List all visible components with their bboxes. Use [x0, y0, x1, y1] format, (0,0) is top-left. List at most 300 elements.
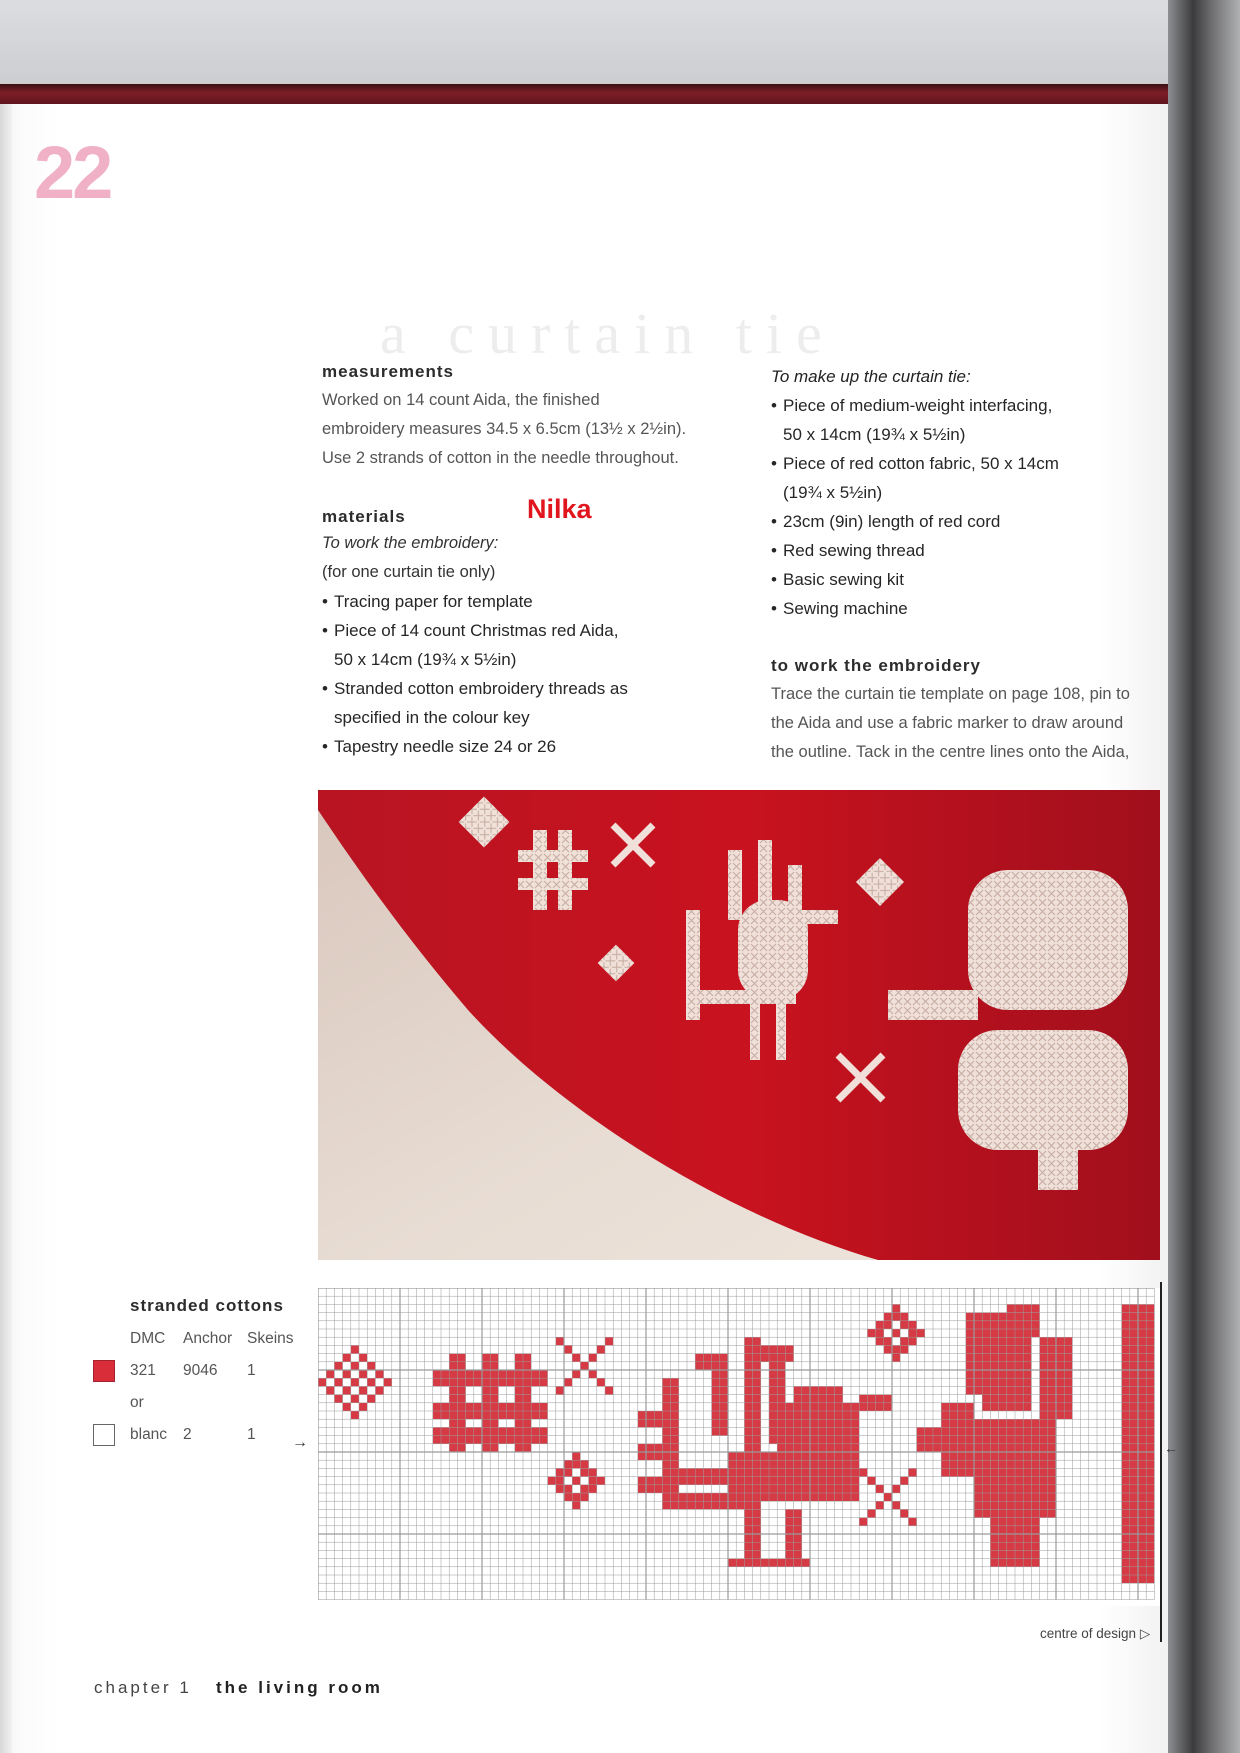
- chart-stitch: [966, 1370, 974, 1378]
- chart-stitch: [580, 1468, 588, 1476]
- chart-stitch: [1138, 1419, 1146, 1427]
- chart-stitch: [531, 1370, 539, 1378]
- chart-stitch: [949, 1419, 957, 1427]
- chart-stitch: [851, 1427, 859, 1435]
- anchor-value: 9046: [183, 1362, 218, 1379]
- chart-stitch: [515, 1378, 523, 1386]
- chart-stitch: [818, 1411, 826, 1419]
- chart-stitch: [810, 1403, 818, 1411]
- chart-stitch: [884, 1403, 892, 1411]
- chart-stitch: [466, 1403, 474, 1411]
- chart-stitch: [1122, 1395, 1130, 1403]
- chart-stitch: [949, 1444, 957, 1452]
- chart-stitch: [580, 1362, 588, 1370]
- chart-stitch: [351, 1345, 359, 1353]
- chart-stitch: [539, 1378, 547, 1386]
- chart-stitch: [1015, 1345, 1023, 1353]
- chart-stitch: [671, 1477, 679, 1485]
- chart-stitch: [876, 1329, 884, 1337]
- chart-stitch: [564, 1378, 572, 1386]
- chart-stitch: [1122, 1534, 1130, 1542]
- chart-stitch: [941, 1468, 949, 1476]
- chart-stitch: [949, 1468, 957, 1476]
- chart-stitch: [826, 1452, 834, 1460]
- chart-stitch: [769, 1362, 777, 1370]
- chart-stitch: [908, 1321, 916, 1329]
- chart-stitch: [982, 1485, 990, 1493]
- chart-stitch: [769, 1370, 777, 1378]
- chart-stitch: [523, 1427, 531, 1435]
- chart-stitch: [1146, 1329, 1154, 1337]
- chart-stitch: [1064, 1337, 1072, 1345]
- chart-stitch: [1048, 1354, 1056, 1362]
- chart-stitch: [1023, 1427, 1031, 1435]
- chart-stitch: [1146, 1493, 1154, 1501]
- chart-stitch: [474, 1411, 482, 1419]
- chart-stitch: [785, 1550, 793, 1558]
- chart-stitch: [949, 1452, 957, 1460]
- chart-stitch: [785, 1460, 793, 1468]
- chart-stitch: [818, 1395, 826, 1403]
- chart-stitch: [1007, 1321, 1015, 1329]
- chart-stitch: [556, 1485, 564, 1493]
- chart-stitch: [753, 1534, 761, 1542]
- chart-stitch: [1122, 1518, 1130, 1526]
- chart-stitch: [1122, 1419, 1130, 1427]
- chart-stitch: [1031, 1444, 1039, 1452]
- chart-stitch: [1023, 1493, 1031, 1501]
- chart-stitch: [1015, 1534, 1023, 1542]
- chart-stitch: [351, 1411, 359, 1419]
- chart-stitch: [966, 1378, 974, 1386]
- chart-stitch: [359, 1403, 367, 1411]
- chart-stitch: [785, 1509, 793, 1517]
- chart-stitch: [990, 1403, 998, 1411]
- chart-stitch: [908, 1337, 916, 1345]
- chart-stitch: [958, 1460, 966, 1468]
- chart-stitch: [1056, 1403, 1064, 1411]
- chart-stitch: [966, 1329, 974, 1337]
- work-line: the outline. Tack in the centre lines onto the Aida,: [771, 743, 1130, 761]
- chart-stitch: [966, 1452, 974, 1460]
- chart-stitch: [999, 1395, 1007, 1403]
- chart-stitch: [564, 1345, 572, 1353]
- chart-stitch: [1122, 1550, 1130, 1558]
- chart-stitch: [1007, 1354, 1015, 1362]
- chart-stitch: [982, 1313, 990, 1321]
- chart-stitch: [1122, 1378, 1130, 1386]
- chart-stitch: [712, 1370, 720, 1378]
- chart-stitch: [1007, 1542, 1015, 1550]
- chart-stitch: [1146, 1550, 1154, 1558]
- chart-stitch: [457, 1436, 465, 1444]
- chart-stitch: [1146, 1452, 1154, 1460]
- make-up-list: [771, 391, 1166, 623]
- chart-stitch: [769, 1436, 777, 1444]
- chart-stitch: [744, 1395, 752, 1403]
- chart-stitch: [753, 1362, 761, 1370]
- chart-stitch: [982, 1427, 990, 1435]
- chart-stitch: [1138, 1337, 1146, 1345]
- chart-stitch: [712, 1411, 720, 1419]
- chart-stitch: [1146, 1542, 1154, 1550]
- chart-stitch: [794, 1468, 802, 1476]
- chart-stitch: [794, 1493, 802, 1501]
- chart-stitch: [982, 1362, 990, 1370]
- chart-stitch: [974, 1362, 982, 1370]
- chart-stitch: [892, 1313, 900, 1321]
- chart-stitch: [1122, 1444, 1130, 1452]
- chart-stitch: [441, 1436, 449, 1444]
- chart-stitch: [1048, 1468, 1056, 1476]
- make-up-heading: To make up the curtain tie:: [771, 367, 971, 386]
- chart-stitch: [966, 1345, 974, 1353]
- chart-stitch: [1122, 1452, 1130, 1460]
- chart-stitch: [736, 1501, 744, 1509]
- chart-stitch: [826, 1403, 834, 1411]
- chart-stitch: [1015, 1370, 1023, 1378]
- list-item: • 23cm (9in) length of red cord: [771, 507, 1166, 536]
- list-item-text: Stranded cotton embroidery threads as: [334, 679, 628, 698]
- chart-stitch: [654, 1485, 662, 1493]
- chart-stitch: [523, 1436, 531, 1444]
- chart-stitch: [671, 1501, 679, 1509]
- chart-stitch: [843, 1411, 851, 1419]
- chart-stitch: [1048, 1501, 1056, 1509]
- chart-stitch: [1007, 1370, 1015, 1378]
- chart-stitch: [564, 1468, 572, 1476]
- chart-stitch: [1007, 1345, 1015, 1353]
- chart-stitch: [1138, 1485, 1146, 1493]
- chart-stitch: [794, 1518, 802, 1526]
- chart-stitch: [523, 1395, 531, 1403]
- chart-stitch: [990, 1386, 998, 1394]
- chart-stitch: [925, 1427, 933, 1435]
- chart-stitch: [498, 1411, 506, 1419]
- chart-stitch: [851, 1477, 859, 1485]
- chart-stitch: [958, 1444, 966, 1452]
- chart-stitch: [1056, 1362, 1064, 1370]
- chart-stitch: [982, 1493, 990, 1501]
- chart-stitch: [990, 1550, 998, 1558]
- chart-stitch: [966, 1411, 974, 1419]
- chart-stitch: [482, 1444, 490, 1452]
- chart-stitch: [990, 1526, 998, 1534]
- chart-stitch: [482, 1362, 490, 1370]
- chart-stitch: [375, 1370, 383, 1378]
- chart-stitch: [572, 1493, 580, 1501]
- chart-stitch: [1138, 1501, 1146, 1509]
- chart-stitch: [1007, 1337, 1015, 1345]
- colour-key-heading: stranded cottons: [130, 1296, 284, 1315]
- chart-stitch: [744, 1403, 752, 1411]
- chart-stitch: [802, 1468, 810, 1476]
- chart-stitch: [1048, 1370, 1056, 1378]
- chart-stitch: [1015, 1378, 1023, 1386]
- chart-stitch: [990, 1460, 998, 1468]
- chart-stitch: [826, 1477, 834, 1485]
- chart-stitch: [1130, 1460, 1138, 1468]
- chart-stitch: [490, 1427, 498, 1435]
- chart-stitch: [785, 1518, 793, 1526]
- embroidery-photo: [318, 790, 1160, 1260]
- chart-stitch: [1007, 1526, 1015, 1534]
- chart-stitch: [1130, 1567, 1138, 1575]
- chart-stitch: [367, 1362, 375, 1370]
- chart-stitch: [1040, 1436, 1048, 1444]
- chart-stitch: [1122, 1509, 1130, 1517]
- chart-stitch: [1015, 1386, 1023, 1394]
- book-binding-strip: [0, 84, 1225, 106]
- chart-stitch: [900, 1345, 908, 1353]
- list-item-text: 50 x 14cm (19¾ x 5½in): [334, 650, 517, 669]
- chart-stitch: [703, 1468, 711, 1476]
- chart-stitch: [982, 1444, 990, 1452]
- chart-stitch: [1130, 1395, 1138, 1403]
- chart-stitch: [556, 1468, 564, 1476]
- chart-stitch: [351, 1362, 359, 1370]
- chart-stitch: [646, 1477, 654, 1485]
- chart-stitch: [990, 1354, 998, 1362]
- chart-stitch: [671, 1419, 679, 1427]
- chart-stitch: [867, 1509, 875, 1517]
- chart-stitch: [753, 1378, 761, 1386]
- chart-stitch: [1015, 1477, 1023, 1485]
- work-line: Trace the curtain tie template on page 108, pin to: [771, 685, 1130, 703]
- chart-stitch: [1138, 1468, 1146, 1476]
- chart-stitch: [654, 1477, 662, 1485]
- chart-stitch: [1138, 1427, 1146, 1435]
- chart-stitch: [802, 1485, 810, 1493]
- chart-stitch: [990, 1395, 998, 1403]
- chart-stitch: [1007, 1452, 1015, 1460]
- chart-stitch: [449, 1419, 457, 1427]
- chart-stitch: [646, 1419, 654, 1427]
- chart-stitch: [843, 1460, 851, 1468]
- chart-stitch: [326, 1370, 334, 1378]
- chart-stitch: [941, 1419, 949, 1427]
- chart-stitch: [876, 1321, 884, 1329]
- chart-stitch: [835, 1386, 843, 1394]
- chart-stitch: [744, 1460, 752, 1468]
- chart-stitch: [1130, 1354, 1138, 1362]
- chart-stitch: [744, 1362, 752, 1370]
- chart-stitch: [761, 1460, 769, 1468]
- chart-stitch: [851, 1403, 859, 1411]
- chart-stitch: [712, 1493, 720, 1501]
- chart-stitch: [523, 1354, 531, 1362]
- chart-stitch: [1023, 1534, 1031, 1542]
- chart-stitch: [990, 1378, 998, 1386]
- chart-stitch: [736, 1485, 744, 1493]
- centre-line: [1160, 1282, 1162, 1642]
- chart-stitch: [974, 1436, 982, 1444]
- chart-stitch: [466, 1378, 474, 1386]
- key-or-separator: or: [130, 1394, 144, 1411]
- chart-stitch: [482, 1386, 490, 1394]
- chart-stitch: [720, 1395, 728, 1403]
- chart-stitch: [974, 1378, 982, 1386]
- chart-stitch: [1023, 1526, 1031, 1534]
- chart-stitch: [523, 1444, 531, 1452]
- chart-stitch: [1064, 1378, 1072, 1386]
- chart-stitch: [1130, 1501, 1138, 1509]
- chart-stitch: [720, 1477, 728, 1485]
- chart-stitch: [351, 1395, 359, 1403]
- chart-stitch: [490, 1370, 498, 1378]
- chart-stitch: [769, 1493, 777, 1501]
- chart-stitch: [826, 1493, 834, 1501]
- chart-stitch: [892, 1329, 900, 1337]
- chart-stitch: [835, 1436, 843, 1444]
- list-item: • Sewing machine: [771, 594, 1166, 623]
- chart-stitch: [1007, 1419, 1015, 1427]
- chart-stitch: [802, 1477, 810, 1485]
- chart-stitch: [449, 1444, 457, 1452]
- chart-stitch: [597, 1378, 605, 1386]
- chart-stitch: [712, 1468, 720, 1476]
- chart-stitch: [900, 1337, 908, 1345]
- chart-stitch: [859, 1518, 867, 1526]
- chart-stitch: [810, 1477, 818, 1485]
- chart-stitch: [744, 1452, 752, 1460]
- chart-stitch: [736, 1468, 744, 1476]
- chart-stitch: [662, 1419, 670, 1427]
- chart-stitch: [482, 1427, 490, 1435]
- chart-stitch: [1015, 1427, 1023, 1435]
- chart-stitch: [1023, 1460, 1031, 1468]
- chart-stitch: [515, 1403, 523, 1411]
- chart-stitch: [687, 1477, 695, 1485]
- chart-stitch: [449, 1403, 457, 1411]
- chart-stitch: [769, 1411, 777, 1419]
- chart-stitch: [892, 1304, 900, 1312]
- chart-stitch: [720, 1468, 728, 1476]
- chart-stitch: [654, 1419, 662, 1427]
- chart-stitch: [851, 1411, 859, 1419]
- chart-stitch: [441, 1370, 449, 1378]
- chart-stitch: [1040, 1460, 1048, 1468]
- chart-stitch: [687, 1501, 695, 1509]
- chart-stitch: [941, 1460, 949, 1468]
- chart-stitch: [974, 1485, 982, 1493]
- chart-stitch: [777, 1485, 785, 1493]
- chart-stitch: [441, 1411, 449, 1419]
- chart-stitch: [769, 1460, 777, 1468]
- chart-stitch: [1040, 1419, 1048, 1427]
- chart-stitch: [794, 1419, 802, 1427]
- chart-stitch: [1138, 1575, 1146, 1583]
- chart-stitch: [515, 1370, 523, 1378]
- chart-stitch: [949, 1403, 957, 1411]
- chart-stitch: [818, 1468, 826, 1476]
- chart-stitch: [1146, 1477, 1154, 1485]
- chart-stitch: [736, 1477, 744, 1485]
- chart-stitch: [990, 1559, 998, 1567]
- chart-stitch: [1146, 1444, 1154, 1452]
- chart-stitch: [712, 1378, 720, 1386]
- chart-stitch: [761, 1477, 769, 1485]
- chart-stitch: [753, 1468, 761, 1476]
- chart-stitch: [1130, 1518, 1138, 1526]
- chart-stitch: [1015, 1452, 1023, 1460]
- chart-stitch: [1122, 1526, 1130, 1534]
- chart-stitch: [900, 1321, 908, 1329]
- chart-stitch: [794, 1542, 802, 1550]
- chart-stitch: [1048, 1477, 1056, 1485]
- chart-stitch: [1130, 1403, 1138, 1411]
- chart-stitch: [490, 1411, 498, 1419]
- chart-stitch: [1048, 1436, 1056, 1444]
- chart-stitch: [1048, 1460, 1056, 1468]
- chart-stitch: [1040, 1509, 1048, 1517]
- chart-stitch: [646, 1485, 654, 1493]
- chart-stitch: [941, 1444, 949, 1452]
- chart-stitch: [1015, 1354, 1023, 1362]
- chart-stitch: [1146, 1575, 1154, 1583]
- chart-stitch: [974, 1419, 982, 1427]
- chart-stitch: [974, 1313, 982, 1321]
- list-item-text: (19¾ x 5½in): [783, 483, 883, 502]
- chart-stitch: [802, 1559, 810, 1567]
- chart-stitch: [876, 1403, 884, 1411]
- chart-stitch: [802, 1460, 810, 1468]
- chart-stitch: [466, 1436, 474, 1444]
- chart-stitch: [1064, 1345, 1072, 1353]
- chart-stitch: [982, 1509, 990, 1517]
- chart-stitch: [531, 1411, 539, 1419]
- chart-stitch: [1122, 1493, 1130, 1501]
- chart-stitch: [507, 1403, 515, 1411]
- chart-stitch: [1031, 1501, 1039, 1509]
- chart-stitch: [572, 1370, 580, 1378]
- chart-stitch: [1130, 1452, 1138, 1460]
- chart-stitch: [1130, 1337, 1138, 1345]
- chart-stitch: [949, 1411, 957, 1419]
- chart-stitch: [449, 1378, 457, 1386]
- chart-stitch: [1138, 1321, 1146, 1329]
- chart-stitch: [982, 1452, 990, 1460]
- chart-stitch: [958, 1403, 966, 1411]
- chart-stitch: [1015, 1362, 1023, 1370]
- chart-stitch: [1023, 1477, 1031, 1485]
- chart-stitch: [531, 1403, 539, 1411]
- chart-stitch: [490, 1403, 498, 1411]
- chart-stitch: [1146, 1501, 1154, 1509]
- chart-stitch: [589, 1370, 597, 1378]
- chart-stitch: [1056, 1395, 1064, 1403]
- chart-stitch: [736, 1559, 744, 1567]
- chart-stitch: [1138, 1452, 1146, 1460]
- chart-stitch: [1015, 1501, 1023, 1509]
- chart-stitch: [457, 1395, 465, 1403]
- chart-stitch: [744, 1354, 752, 1362]
- chart-stitch: [982, 1419, 990, 1427]
- chart-stitch: [941, 1411, 949, 1419]
- chart-stitch: [810, 1444, 818, 1452]
- list-item: • Red sewing thread: [771, 536, 1166, 565]
- chart-stitch: [876, 1501, 884, 1509]
- chart-stitch: [744, 1559, 752, 1567]
- chart-stitch: [802, 1427, 810, 1435]
- chart-stitch: [949, 1436, 957, 1444]
- chart-stitch: [941, 1427, 949, 1435]
- chart-stitch: [589, 1354, 597, 1362]
- chart-stitch: [343, 1354, 351, 1362]
- chart-stitch: [703, 1362, 711, 1370]
- chart-stitch: [785, 1436, 793, 1444]
- chart-stitch: [777, 1370, 785, 1378]
